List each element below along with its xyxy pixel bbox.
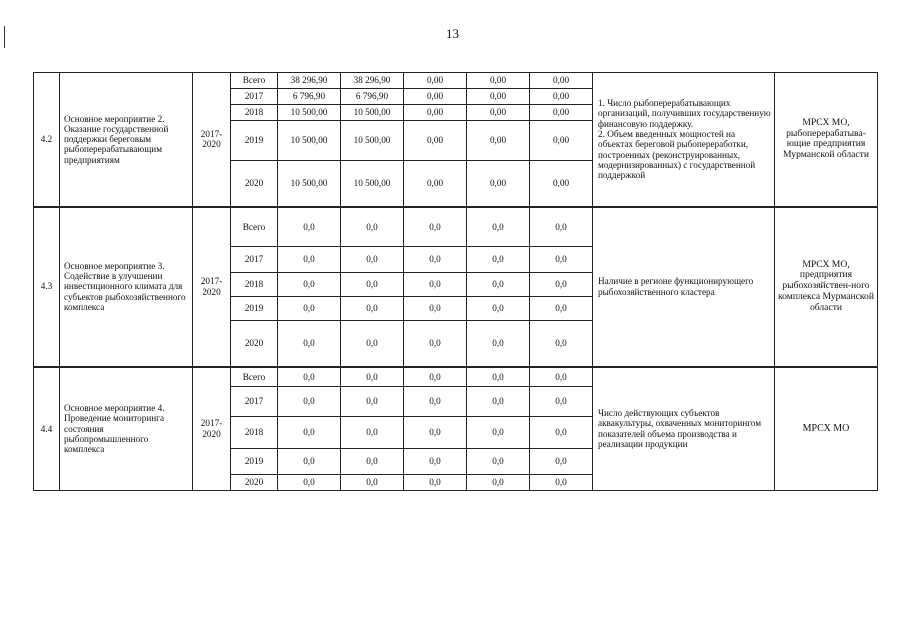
row-number: 4.4 [34, 367, 60, 491]
funding-value: 0,0 [341, 297, 404, 321]
funding-value: 0,0 [467, 321, 530, 367]
funding-value: 10 500,00 [341, 121, 404, 161]
funding-value: 6 796,90 [341, 89, 404, 105]
funding-value: 0,0 [467, 417, 530, 449]
year-cell: 2019 [231, 121, 278, 161]
row-number: 4.3 [34, 207, 60, 367]
funding-value: 0,0 [341, 367, 404, 387]
funding-value: 0,0 [341, 417, 404, 449]
funding-value: 0,0 [278, 475, 341, 491]
program-table [33, 72, 878, 491]
table-row [34, 73, 878, 89]
indicator-text: Число действующих субъектов аквакультуры, охваченных мониторингом показателей объема производства и реализации продукции [593, 367, 775, 491]
funding-value: 0,0 [404, 321, 467, 367]
year-cell: 2020 [231, 475, 278, 491]
funding-value: 38 296,90 [278, 73, 341, 89]
executor: МРСХ МО, рыбоперерабатыва-ющие предприятия Мурманской области [775, 73, 878, 207]
funding-value: 10 500,00 [278, 121, 341, 161]
funding-value: 0,00 [530, 121, 593, 161]
funding-value: 0,00 [530, 105, 593, 121]
funding-value: 0,0 [467, 273, 530, 297]
funding-value: 0,0 [341, 273, 404, 297]
funding-value: 10 500,00 [341, 161, 404, 207]
funding-value: 0,00 [467, 105, 530, 121]
funding-value: 0,0 [341, 321, 404, 367]
funding-value: 10 500,00 [278, 161, 341, 207]
funding-value: 0,00 [467, 161, 530, 207]
funding-value: 0,0 [467, 207, 530, 247]
funding-value: 0,0 [467, 247, 530, 273]
page-number: 13 [446, 26, 459, 41]
funding-value: 6 796,90 [278, 89, 341, 105]
funding-value: 0,0 [278, 297, 341, 321]
funding-value: 0,0 [530, 449, 593, 475]
year-cell: 2018 [231, 273, 278, 297]
indicator-text: 1. Число рыбоперерабатывающих организаций, получивших государственную финансовую поддержку. 2. Объем введенных мощностей на объектах береговой рыбопереработки, построенных (реконструированных, модернизированных) с государственной поддержкой [593, 73, 775, 207]
funding-value: 0,00 [404, 73, 467, 89]
funding-value: 0,0 [404, 449, 467, 475]
period: 2017-2020 [193, 207, 231, 367]
funding-value: 0,00 [404, 105, 467, 121]
funding-value: 0,0 [278, 387, 341, 417]
year-cell: Всего [231, 73, 278, 89]
funding-value: 0,00 [530, 161, 593, 207]
funding-value: 0,00 [404, 121, 467, 161]
period: 2017-2020 [193, 73, 231, 207]
year-cell: Всего [231, 207, 278, 247]
funding-value: 0,0 [341, 207, 404, 247]
funding-value: 0,0 [404, 207, 467, 247]
funding-value: 0,0 [341, 475, 404, 491]
funding-value: 0,0 [530, 367, 593, 387]
funding-value: 0,0 [467, 297, 530, 321]
funding-value: 0,00 [404, 161, 467, 207]
funding-value: 0,0 [404, 297, 467, 321]
executor: МРСХ МО, предприятия рыбохозяйствен-ного комплекса Мурманской области [775, 207, 878, 367]
funding-value: 0,0 [404, 387, 467, 417]
funding-value: 0,0 [467, 449, 530, 475]
funding-value: 0,0 [530, 321, 593, 367]
funding-value: 0,0 [530, 387, 593, 417]
funding-value: 0,0 [530, 273, 593, 297]
funding-value: 0,00 [530, 89, 593, 105]
funding-value: 0,0 [404, 367, 467, 387]
funding-value: 0,0 [404, 273, 467, 297]
year-cell: 2019 [231, 297, 278, 321]
funding-value: 0,0 [278, 207, 341, 247]
funding-value: 0,0 [530, 475, 593, 491]
year-cell: 2019 [231, 449, 278, 475]
funding-value: 0,0 [278, 273, 341, 297]
funding-value: 0,0 [467, 387, 530, 417]
year-cell: 2018 [231, 417, 278, 449]
funding-value: 0,0 [341, 449, 404, 475]
funding-value: 10 500,00 [341, 105, 404, 121]
funding-value: 0,0 [278, 367, 341, 387]
funding-value: 0,00 [530, 73, 593, 89]
measure-name: Основное мероприятие 3. Содействие в улучшении инвестиционного климата для субъектов рыбохозяйственного комплекса [60, 207, 193, 367]
year-cell: 2017 [231, 89, 278, 105]
table-row [34, 367, 878, 387]
funding-value: 0,00 [467, 121, 530, 161]
funding-value: 0,0 [467, 367, 530, 387]
table-row [34, 207, 878, 247]
funding-value: 0,0 [341, 387, 404, 417]
year-cell: 2018 [231, 105, 278, 121]
funding-value: 38 296,90 [341, 73, 404, 89]
funding-value: 0,0 [278, 247, 341, 273]
executor: МРСХ МО [775, 367, 878, 491]
year-cell: 2020 [231, 161, 278, 207]
measure-name: Основное мероприятие 2. Оказание государственной поддержки береговым рыбоперерабатывающим предприятиям [60, 73, 193, 207]
funding-value: 0,0 [278, 417, 341, 449]
measure-name: Основное мероприятие 4. Проведение мониторинга состояния рыбопромышленного комплекса [60, 367, 193, 491]
funding-value: 0,0 [404, 475, 467, 491]
funding-value: 10 500,00 [278, 105, 341, 121]
indicator-text: Наличие в регионе функционирующего рыбохозяйственного кластера [593, 207, 775, 367]
funding-value: 0,0 [530, 297, 593, 321]
funding-value: 0,0 [404, 417, 467, 449]
year-cell: 2017 [231, 387, 278, 417]
funding-value: 0,0 [467, 475, 530, 491]
funding-value: 0,0 [278, 449, 341, 475]
funding-value: 0,0 [530, 417, 593, 449]
funding-value: 0,0 [530, 207, 593, 247]
funding-value: 0,0 [278, 321, 341, 367]
funding-value: 0,0 [530, 247, 593, 273]
funding-value: 0,00 [467, 89, 530, 105]
row-number: 4.2 [34, 73, 60, 207]
funding-value: 0,00 [467, 73, 530, 89]
year-cell: 2017 [231, 247, 278, 273]
year-cell: 2020 [231, 321, 278, 367]
year-cell: Всего [231, 367, 278, 387]
funding-value: 0,00 [404, 89, 467, 105]
funding-value: 0,0 [404, 247, 467, 273]
funding-value: 0,0 [341, 247, 404, 273]
period: 2017-2020 [193, 367, 231, 491]
